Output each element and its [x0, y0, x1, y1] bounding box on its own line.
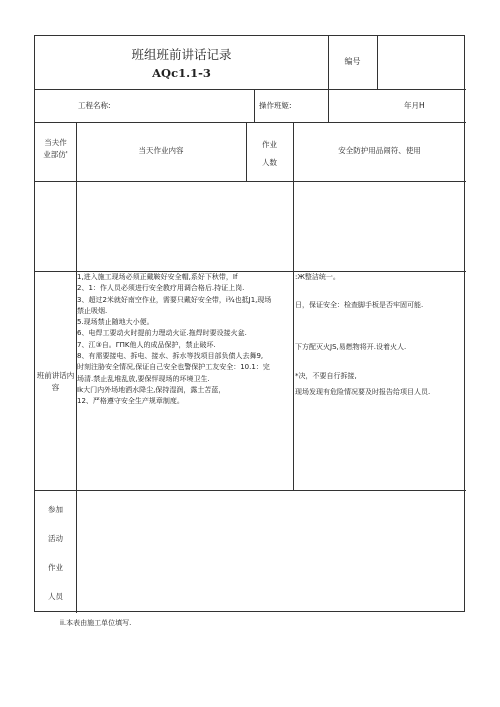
divider [377, 36, 378, 89]
continuation-line: 现场发现有危险情况要及时报告给项目人员. [295, 388, 431, 396]
form-title: 班组班前讲话记录 [131, 47, 232, 62]
team-label: 操作班姬: [259, 101, 292, 110]
speech-label: 班前讲话内 容 [36, 371, 75, 392]
project-name-label: 工程名称: [78, 101, 111, 110]
rule-line: 时刻注胁安全情况,保证自己安全也警保护工友安全：10.1：完 [77, 363, 270, 372]
divider [254, 89, 255, 122]
workers-count-header: 作业 人数 [262, 140, 277, 167]
divider [35, 89, 466, 90]
rule-line: 1,进入施工现场必须正戴鞍好安全帽,系好下秋带，If [77, 273, 238, 281]
work-content-header: 当天作业内容 [138, 146, 184, 155]
ppe-header: 安全防护用品闹符、使用 [338, 146, 421, 155]
rule-line: 7、江③自。ΓΠK他人的成品保护，禁止破坏. [77, 340, 216, 349]
participants-label: 参加 活动 作业 人员 [48, 505, 63, 601]
date-label: 年月H [404, 101, 425, 110]
divider [293, 122, 294, 490]
continuation-line: :Ж整洁统一。 [295, 273, 340, 281]
divider [35, 490, 466, 491]
rule-line: 8、有需要接电、拆电、接水、拆水等找项目部负债人去舞9, [77, 352, 264, 361]
safety-briefing-form [34, 35, 465, 612]
rule-line: 3、超过2米就好南空作业，需要只戴好安全带，i¾也抵J1,现场 [77, 295, 272, 304]
footnote: ii.本表由施工单位填写. [60, 619, 132, 627]
continuation-line: *决，不要自行拆接, [295, 372, 357, 380]
continuation-line: 日，保证安全：检查脚手板是否牢固可能. [295, 301, 424, 309]
rule-line: Ik大门内外场地洒水降尘,保持湿润，露土苫蓝， [77, 385, 226, 394]
divider [328, 36, 329, 122]
number-label: 编号 [344, 57, 361, 66]
rules-list [77, 272, 271, 408]
rule-line: 5.现场禁止随地大小便。 [77, 318, 154, 327]
rule-line: 6、电焊工要动火时提前力理动火证.拖焊时要设接火盆. [77, 329, 247, 338]
divider [35, 122, 466, 123]
dept-header: 当夫作 业部仿' [43, 138, 68, 159]
divider [35, 181, 466, 182]
form-code: AQc1.1-3 [152, 66, 211, 80]
rule-line: 12、严格遵守安全生产规章制度。 [77, 397, 184, 406]
rule-line: 禁止吸烟. [77, 306, 108, 315]
rule-line: 场清.禁止乱堆乱放,要保怦现场的坏境卫生. [77, 374, 210, 383]
continuation-line: 下方配灭火JS,易燃物将开.设着火人. [295, 343, 407, 351]
rule-line: 2、1：作人员必须进行安全教疗用调合格后.持证上岗. [77, 284, 245, 293]
